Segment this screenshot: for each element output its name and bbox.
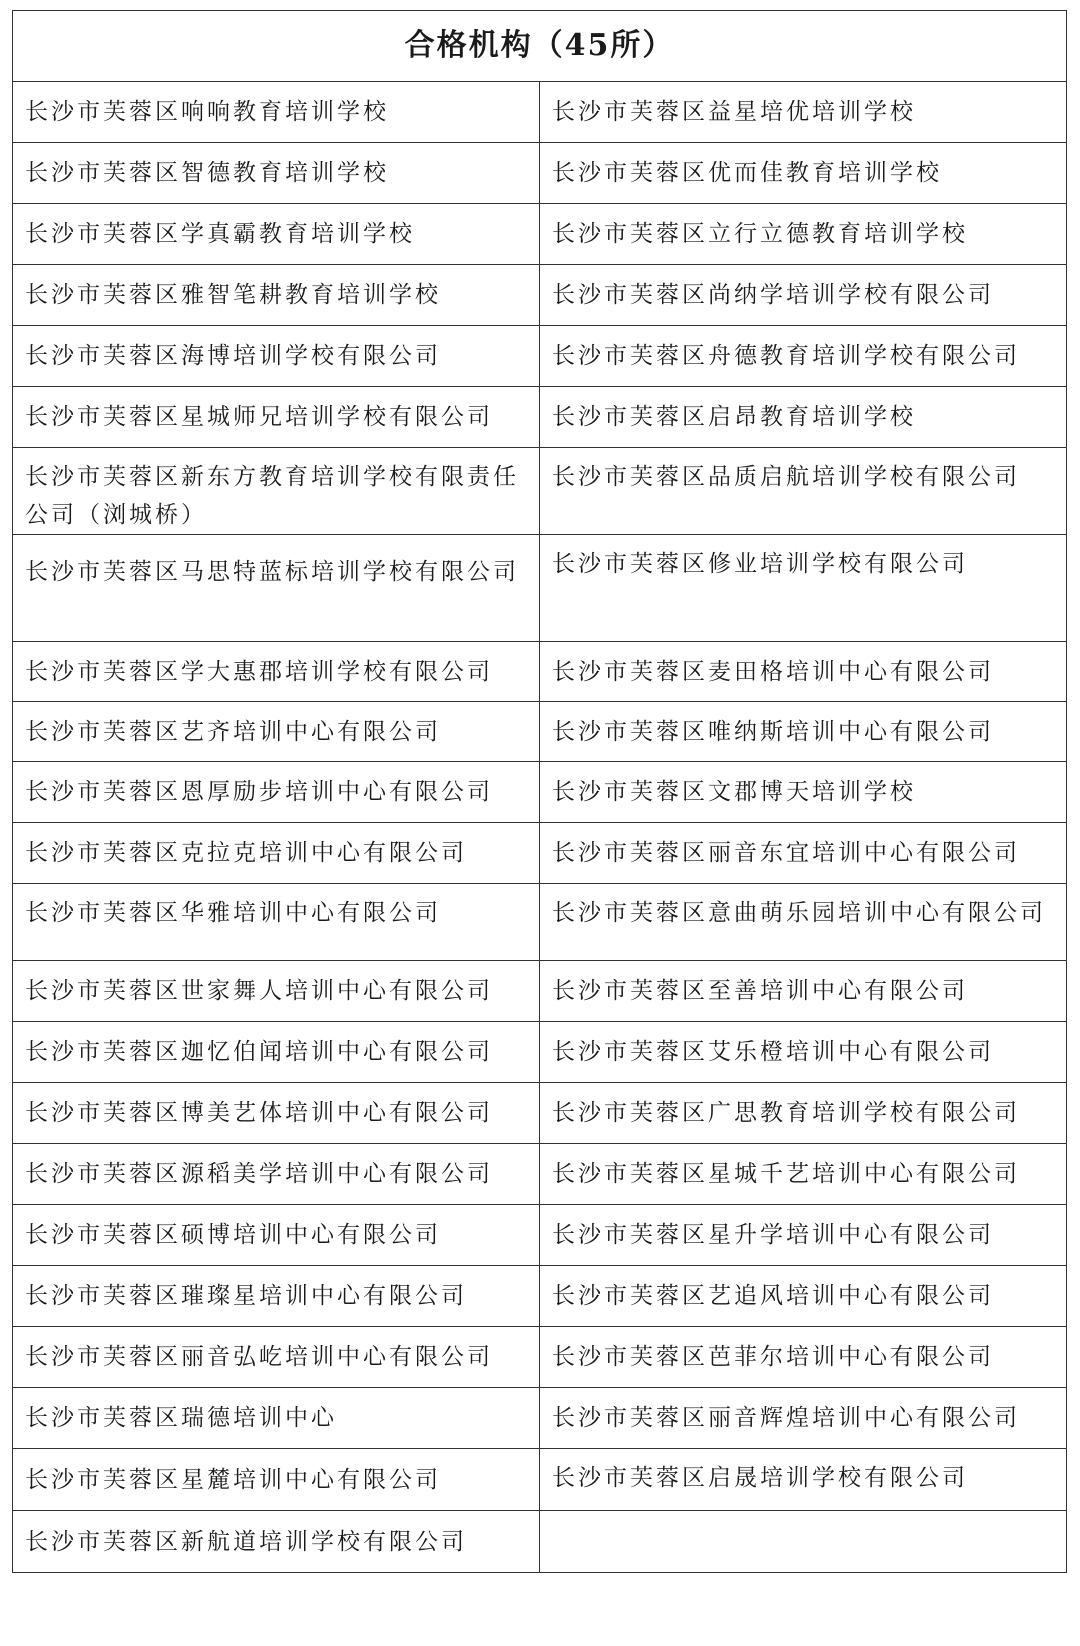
table-row [13, 1327, 1067, 1388]
institution-cell: 长沙市芙蓉区艾乐橙培训中心有限公司 [540, 1022, 1067, 1083]
institution-cell: 长沙市芙蓉区硕博培训中心有限公司 [13, 1205, 540, 1266]
institution-cell: 长沙市芙蓉区立行立德教育培训学校 [540, 204, 1067, 265]
institution-cell: 长沙市芙蓉区马思特蓝标培训学校有限公司 [13, 535, 540, 642]
institution-cell: 长沙市芙蓉区源稻美学培训中心有限公司 [13, 1144, 540, 1205]
institution-cell: 长沙市芙蓉区世家舞人培训中心有限公司 [13, 961, 540, 1022]
institution-cell: 长沙市芙蓉区恩厚励步培训中心有限公司 [13, 762, 540, 823]
table-row [13, 702, 1067, 762]
table-row [13, 143, 1067, 204]
institution-cell: 长沙市芙蓉区学真霸教育培训学校 [13, 204, 540, 265]
institution-cell: 长沙市芙蓉区益星培优培训学校 [540, 82, 1067, 143]
table-row [13, 1266, 1067, 1327]
table-row [13, 204, 1067, 265]
table-row [13, 1449, 1067, 1511]
institution-cell: 长沙市芙蓉区丽音辉煌培训中心有限公司 [540, 1388, 1067, 1449]
institution-cell: 长沙市芙蓉区唯纳斯培训中心有限公司 [540, 702, 1067, 762]
table-row [13, 448, 1067, 535]
table-row [13, 1144, 1067, 1205]
institution-cell: 长沙市芙蓉区修业培训学校有限公司 [540, 535, 1067, 642]
institution-cell: 长沙市芙蓉区艺追风培训中心有限公司 [540, 1266, 1067, 1327]
institution-cell-empty [540, 1511, 1067, 1573]
institution-cell: 长沙市芙蓉区文郡博天培训学校 [540, 762, 1067, 823]
table-row [13, 823, 1067, 884]
table-row [13, 387, 1067, 448]
institution-cell: 长沙市芙蓉区新东方教育培训学校有限责任公司（浏城桥） [13, 448, 540, 535]
table-row [13, 1205, 1067, 1266]
institution-cell: 长沙市芙蓉区尚纳学培训学校有限公司 [540, 265, 1067, 326]
institution-cell: 长沙市芙蓉区璀璨星培训中心有限公司 [13, 1266, 540, 1327]
qualified-institutions-table [12, 10, 1067, 1573]
institution-cell: 长沙市芙蓉区品质启航培训学校有限公司 [540, 448, 1067, 535]
institution-cell: 长沙市芙蓉区星升学培训中心有限公司 [540, 1205, 1067, 1266]
institution-cell: 长沙市芙蓉区意曲萌乐园培训中心有限公司 [540, 884, 1067, 961]
institution-cell: 长沙市芙蓉区启晟培训学校有限公司 [540, 1449, 1067, 1511]
institution-cell: 长沙市芙蓉区优而佳教育培训学校 [540, 143, 1067, 204]
institution-cell: 长沙市芙蓉区芭菲尔培训中心有限公司 [540, 1327, 1067, 1388]
institution-cell: 长沙市芙蓉区丽音弘屹培训中心有限公司 [13, 1327, 540, 1388]
institution-cell: 长沙市芙蓉区星城千艺培训中心有限公司 [540, 1144, 1067, 1205]
institution-cell: 长沙市芙蓉区至善培训中心有限公司 [540, 961, 1067, 1022]
institution-cell: 长沙市芙蓉区响响教育培训学校 [13, 82, 540, 143]
institution-cell: 长沙市芙蓉区学大惠郡培训学校有限公司 [13, 642, 540, 702]
table-row [13, 535, 1067, 642]
table-row [13, 642, 1067, 702]
institution-cell: 长沙市芙蓉区迦忆伯闻培训中心有限公司 [13, 1022, 540, 1083]
institution-cell: 长沙市芙蓉区艺齐培训中心有限公司 [13, 702, 540, 762]
table-row [13, 326, 1067, 387]
table-row [13, 1511, 1067, 1573]
institution-cell: 长沙市芙蓉区丽音东宜培训中心有限公司 [540, 823, 1067, 884]
institution-cell: 长沙市芙蓉区新航道培训学校有限公司 [13, 1511, 540, 1573]
institution-cell: 长沙市芙蓉区麦田格培训中心有限公司 [540, 642, 1067, 702]
table-row [13, 1388, 1067, 1449]
institution-cell: 长沙市芙蓉区舟德教育培训学校有限公司 [540, 326, 1067, 387]
institution-cell: 长沙市芙蓉区智德教育培训学校 [13, 143, 540, 204]
institution-cell: 长沙市芙蓉区华雅培训中心有限公司 [13, 884, 540, 961]
institution-cell: 长沙市芙蓉区启昂教育培训学校 [540, 387, 1067, 448]
institution-cell: 长沙市芙蓉区海博培训学校有限公司 [13, 326, 540, 387]
document [12, 10, 1066, 1573]
table-title: 合格机构（45所） [13, 11, 1067, 82]
institution-cell: 长沙市芙蓉区克拉克培训中心有限公司 [13, 823, 540, 884]
table-row [13, 265, 1067, 326]
table-header-row [13, 11, 1067, 82]
table-row [13, 1083, 1067, 1144]
table-row [13, 884, 1067, 961]
institution-cell: 长沙市芙蓉区雅智笔耕教育培训学校 [13, 265, 540, 326]
institution-cell: 长沙市芙蓉区星城师兄培训学校有限公司 [13, 387, 540, 448]
table-row [13, 1022, 1067, 1083]
table-row [13, 762, 1067, 823]
institution-cell: 长沙市芙蓉区博美艺体培训中心有限公司 [13, 1083, 540, 1144]
institution-cell: 长沙市芙蓉区瑞德培训中心 [13, 1388, 540, 1449]
table-row [13, 961, 1067, 1022]
institution-cell: 长沙市芙蓉区广思教育培训学校有限公司 [540, 1083, 1067, 1144]
table-row [13, 82, 1067, 143]
institution-cell: 长沙市芙蓉区星麓培训中心有限公司 [13, 1449, 540, 1511]
